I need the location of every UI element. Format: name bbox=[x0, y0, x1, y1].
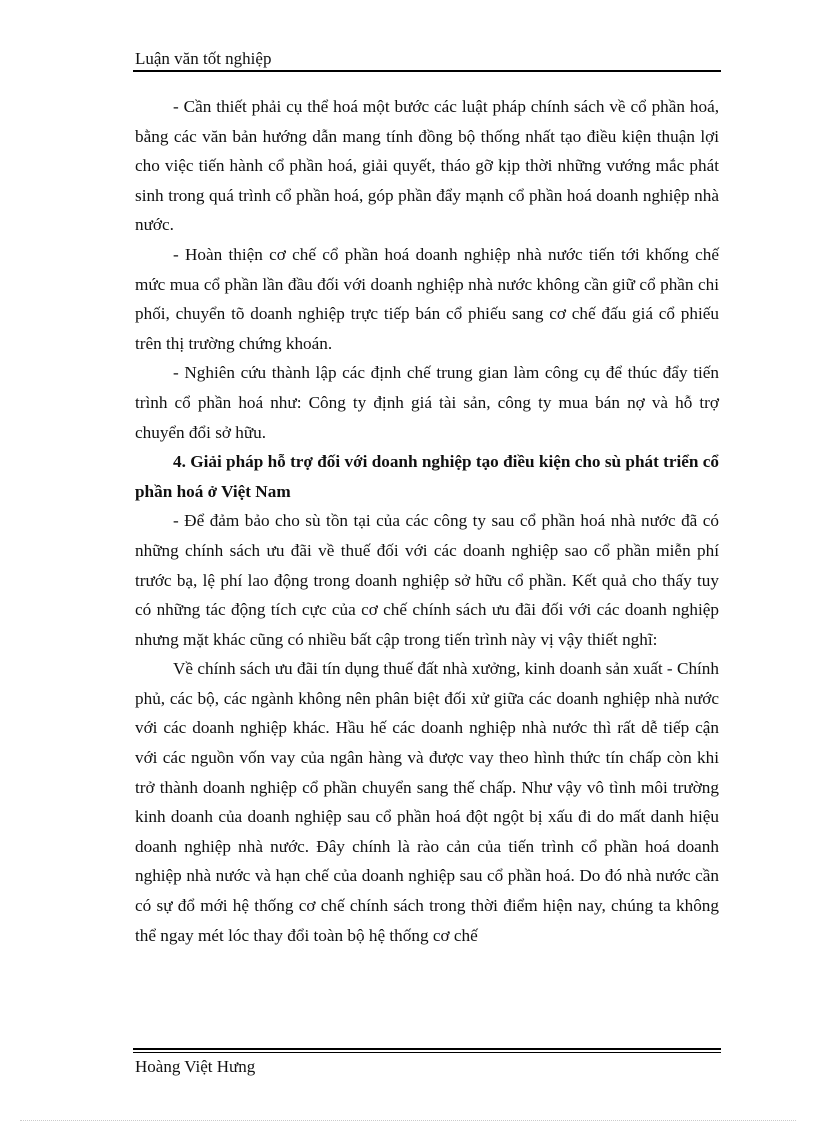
page-bottom-border bbox=[20, 1120, 796, 1121]
paragraph-2: - Hoàn thiện cơ chế cổ phần hoá doanh nghiệp nhà nước tiến tới khống chế mức mua cổ phần lần đầu đối với doanh nghiệp nhà nước không cần giữ cổ phần chi phối, chuyển tõ doanh nghiệp trực tiếp bán cổ phiếu sang cơ chế đấu giá cổ phiếu trên thị trường chứng khoán. bbox=[135, 244, 719, 353]
section-heading: 4. Giải pháp hỗ trợ đối với doanh nghiệp tạo điều kiện cho sù phát triển cổ phần hoá ở Việt Nam bbox=[135, 452, 719, 501]
paragraph-1: - Cần thiết phải cụ thể hoá một bước các luật pháp chính sách về cổ phần hoá, bằng các văn bản hướng dẫn mang tính đồng bộ thống nhất tạo điều kiện thuận lợi cho việc tiến hành cổ phần hoá, giải quyết, tháo gỡ kịp thời những vướng mắc phát sinh trong quá trình cổ phần hoá, góp phần đẩy mạnh cổ phần hoá doanh nghiệp nhà nước. bbox=[135, 97, 719, 235]
paragraph-5: Về chính sách ưu đãi tín dụng thuế đất nhà xưởng, kinh doanh sản xuất - Chính phủ, các bộ, các ngành không nên phân biệt đối xử giữa các doanh nghiệp nhà nước với các doanh nghiệp khác. Hầu hế các doanh nghiệp nhà nước thì rất dễ tiếp cận với các nguồn vốn vay của ngân hàng và được vay theo hình thức tín chấp còn khi trở thành doanh nghiệp cổ phần chuyển sang thế chấp. Như vậy vô tình môi trường kinh doanh của doanh nghiệp sau cổ phần hoá đột ngột bị xấu đi do mất danh hiệu doanh nghiệp nhà nước. Đây chính là rào cản của tiến trình cổ phần hoá doanh nghiệp nhà nước và hạn chế của doanh nghiệp sau cổ phần hoá. Do đó nhà nước cần có sự đổ mới hệ thống cơ chế chính sách trong thời điểm hiện nay, chúng ta không thể ngay mét lóc thay đổi toàn bộ hệ thống cơ chế bbox=[135, 659, 719, 945]
page-footer-author: Hoàng Việt Hưng bbox=[135, 1057, 256, 1076]
footer-rule-thin bbox=[133, 1052, 721, 1053]
footer-rule-thick bbox=[133, 1048, 721, 1050]
page-header-title: Luận văn tốt nghiệp bbox=[135, 49, 272, 68]
paragraph-3: - Nghiên cứu thành lập các định chế trung gian làm công cụ để thúc đẩy tiến trình cổ phần hoá như: Công ty định giá tài sản, công ty mua bán nợ và hỗ trợ chuyển đổi sở hữu. bbox=[135, 363, 719, 442]
document-body bbox=[135, 92, 719, 950]
paragraph-4: - Để đảm bảo cho sù tồn tại của các công ty sau cổ phần hoá nhà nước đã có những chính sách ưu đãi về thuế đối với các doanh nghiệp sao cổ phần miễn phí trước bạ, lệ phí lao động trong doanh nghiệp sở hữu cổ phần. Kết quả cho thấy tuy có những tác động tích cực của cơ chế chính sách ưu đãi đối với các doanh nghiệp nhưng mặt khác cũng có nhiều bất cập trong tiến trình này vị vậy thiết nghĩ: bbox=[135, 511, 719, 649]
header-rule bbox=[133, 70, 721, 72]
